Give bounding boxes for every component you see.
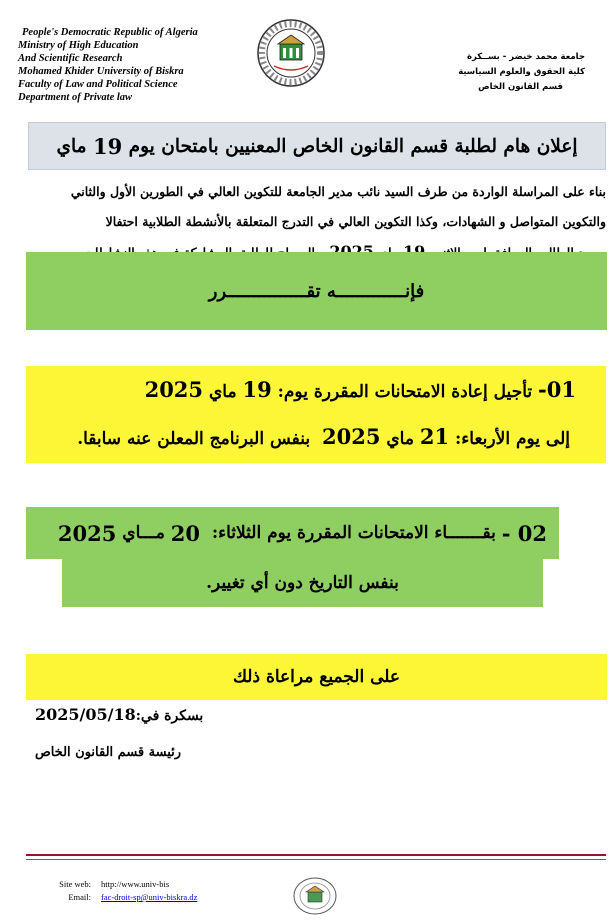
item1-line1-year: 2025 xyxy=(144,377,204,402)
decision-item-2-line2: بنفس التاريخ دون أي تغيير. xyxy=(62,559,543,607)
footer-rule-thin xyxy=(26,859,606,860)
decision-item-2-line1 xyxy=(26,507,559,559)
footer-rule xyxy=(26,854,606,856)
body-line-1: بناء على المراسلة الواردة من طرف السيد نائب مدير الجامعة للتكوين العالي في الطورين الأول والثاني xyxy=(70,184,606,199)
en-line-department: Department of Private law xyxy=(18,92,133,103)
en-line-faculty: Faculty of Law and Political Science xyxy=(18,79,178,90)
title-month: ماي xyxy=(56,135,87,157)
title-day: 19 xyxy=(92,133,123,159)
title-text: إعلان هام لطلبة قسم القانون الخاص المعنيين بامتحان يوم xyxy=(128,135,578,157)
item2-line1-text: بقـــــــاء الامتحانات المقررة يوم الثلاثاء: xyxy=(211,523,496,543)
item2-line1-month: مـــاي xyxy=(122,523,165,543)
en-line-ministry: Ministry of High Education xyxy=(18,40,139,51)
en-line-country: People's Democratic Republic of Algeria xyxy=(22,27,198,38)
en-line-university: Mohamed Khider University of Biskra xyxy=(18,66,184,77)
item1-line2-day: 21 xyxy=(419,424,450,449)
university-logo xyxy=(256,18,326,88)
decision-heading: فإنـــــــــــــه تقـــــــــــــــرر xyxy=(26,252,607,330)
item2-line1-day: 20 xyxy=(170,520,200,546)
signatory-title: رئيسة قسم القانون الخاص xyxy=(35,745,182,760)
email-label: Email: xyxy=(68,892,91,902)
site-label: Site web: xyxy=(59,879,91,889)
ar-line-department: قسم القانون الخاص xyxy=(478,82,563,92)
place-date xyxy=(35,705,203,724)
decision-item-1 xyxy=(26,366,606,463)
email-link[interactable]: fac-droit-sp@univ-biskra.dz xyxy=(101,892,198,902)
announcement-title xyxy=(28,122,606,170)
item1-line2-month: ماي xyxy=(386,429,414,449)
item1-line1-month: ماي xyxy=(208,382,237,402)
item2-number: 02 - xyxy=(501,520,547,546)
item1-number: 01- xyxy=(538,377,576,402)
en-line-research: And Scientific Research xyxy=(18,53,123,64)
item2-line1-year: 2025 xyxy=(57,520,117,546)
place-label: بسكرة في: xyxy=(135,708,204,724)
item1-line2-year: 2025 xyxy=(321,424,381,449)
site-value: http://www.univ-bis xyxy=(101,879,170,889)
ar-line-faculty: كلية الحقوق والعلوم السياسية xyxy=(458,67,585,77)
item1-line1-text: تأجيل إعادة الامتحانات المقررة يوم: xyxy=(277,382,533,402)
body-line-2: والتكوين المتواصل و الشهادات، وكذا التكوين العالي في التدرج المتعلقة بالأنشطة الطلابية احتفالا xyxy=(105,214,606,229)
item1-line1 xyxy=(44,370,576,412)
footer-contact xyxy=(45,878,197,904)
footer-logo xyxy=(292,876,338,916)
document-date: 2025/05/18 xyxy=(35,705,136,724)
item1-line1-day: 19 xyxy=(242,377,272,402)
arabic-letterhead xyxy=(415,50,585,95)
english-letterhead xyxy=(18,26,248,104)
item1-line2 xyxy=(44,412,576,464)
closing-note: على الجميع مراعاة ذلك xyxy=(26,654,607,700)
item1-line2-text: إلى يوم الأربعاء: xyxy=(455,429,570,449)
item1-line2-post: بنفس البرنامج المعلن عنه سابقا. xyxy=(77,429,311,449)
ar-line-university: جامعة محمد خيضر - بســكرة xyxy=(466,52,585,62)
